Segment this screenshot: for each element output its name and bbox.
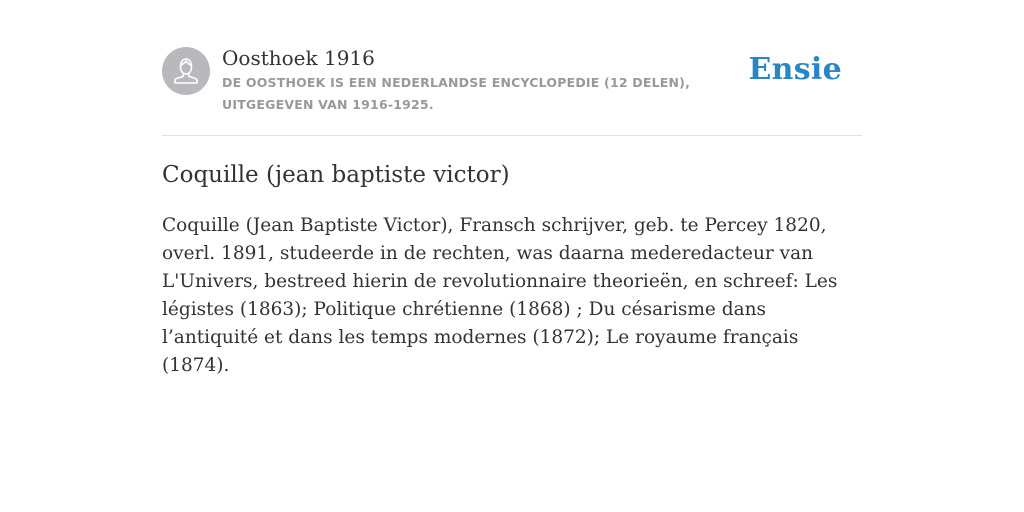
source-name[interactable]: Oosthoek 1916 bbox=[222, 46, 375, 70]
source-header bbox=[162, 46, 862, 116]
header-divider bbox=[162, 135, 862, 136]
article-body: Coquille (Jean Baptiste Victor), Fransch schrijver, geb. te Percey 1820, overl. 1891, studeerde in de rechten, was daarna mederedacteur van L'Univers, bestreed hierin de revolutionnaire theorieën, en schreef: Les légistes (1863); Politique chrétienne (1868) ; Du césarisme dans l’antiquité et dans les temps modernes (1872); Le royaume français (1874). bbox=[162, 215, 838, 376]
ensie-logo[interactable]: Ensie bbox=[748, 52, 842, 87]
source-description: DE OOSTHOEK IS EEN NEDERLANDSE ENCYCLOPEDIE (12 DELEN), UITGEGEVEN VAN 1916-1925. bbox=[222, 75, 691, 112]
article-title: Coquille (jean baptiste victor) bbox=[162, 162, 510, 188]
user-avatar-icon[interactable] bbox=[162, 47, 210, 95]
